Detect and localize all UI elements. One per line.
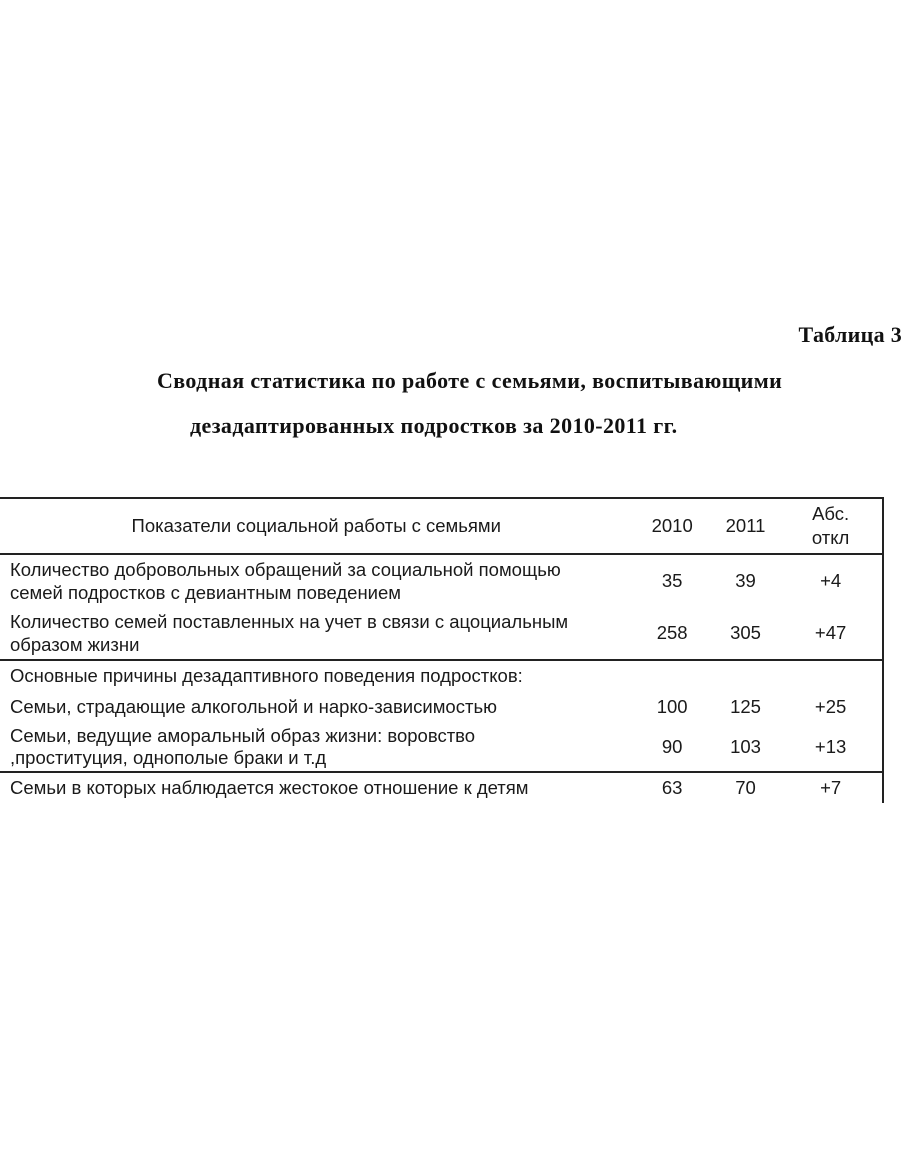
header-indicator: Показатели социальной работы с семьями xyxy=(0,498,633,554)
cell-deviation: +47 xyxy=(779,607,883,660)
header-abs-deviation-line-1: Абс. xyxy=(812,503,850,524)
cell-2011: 103 xyxy=(712,723,779,772)
section-title-row xyxy=(0,660,883,691)
cell-2011: 305 xyxy=(712,607,779,660)
cell-2010: 35 xyxy=(661,570,683,591)
row-label xyxy=(0,607,633,660)
header-year-2010: 2010 xyxy=(633,498,712,554)
table-row xyxy=(0,607,883,660)
row-label: Семьи, страдающие алкогольной и нарко-зависимостью xyxy=(10,696,497,717)
row-label: Семьи в которых наблюдается жестокое отношение к детям xyxy=(10,777,529,798)
row-label-line-2: ,проституция, однополые браки и т.д xyxy=(10,747,327,768)
cell-2011: 39 xyxy=(735,570,756,591)
table-title-line-1: Сводная статистика по работе с семьями, воспитывающими xyxy=(157,368,783,393)
cell-2010: 63 xyxy=(661,777,683,798)
row-label xyxy=(0,723,633,772)
cell-deviation: +7 xyxy=(779,772,883,803)
header-year-2011: 2011 xyxy=(712,498,779,554)
table-header-row xyxy=(0,498,883,554)
row-label-line-1: Семьи, ведущие аморальный образ жизни: воровство xyxy=(10,725,476,746)
cell-2010: 258 xyxy=(633,607,712,660)
section-title: Основные причины дезадаптивного поведения подростков: xyxy=(10,665,523,686)
table-title-line-2: дезадаптированных подростков за 2010-2011 гг. xyxy=(190,413,678,438)
cell-deviation: +25 xyxy=(779,691,883,723)
statistics-table xyxy=(0,497,884,803)
row-label-line-1: Количество добровольных обращений за социальной помощью xyxy=(10,559,561,580)
table-row xyxy=(0,723,883,772)
table-row xyxy=(0,554,883,607)
row-label-line-2: образом жизни xyxy=(10,634,140,655)
header-abs-deviation-line-2: откл xyxy=(811,527,850,548)
table-row xyxy=(0,772,883,803)
table-row xyxy=(0,691,883,723)
cell-2010: 90 xyxy=(633,723,712,772)
cell-2011: 70 xyxy=(735,777,756,798)
row-label-line-2: семей подростков с девиантным поведением xyxy=(10,582,402,603)
row-label-line-1: Количество семей поставленных на учет в связи с ацоциальным xyxy=(10,611,569,632)
cell-2010: 100 xyxy=(656,696,688,717)
cell-deviation: +13 xyxy=(779,723,883,772)
table-number: Таблица 3 xyxy=(798,322,902,347)
header-abs-deviation xyxy=(779,498,883,554)
cell-2011: 125 xyxy=(730,696,761,717)
cell-deviation: +4 xyxy=(779,554,883,607)
row-label xyxy=(0,554,633,607)
